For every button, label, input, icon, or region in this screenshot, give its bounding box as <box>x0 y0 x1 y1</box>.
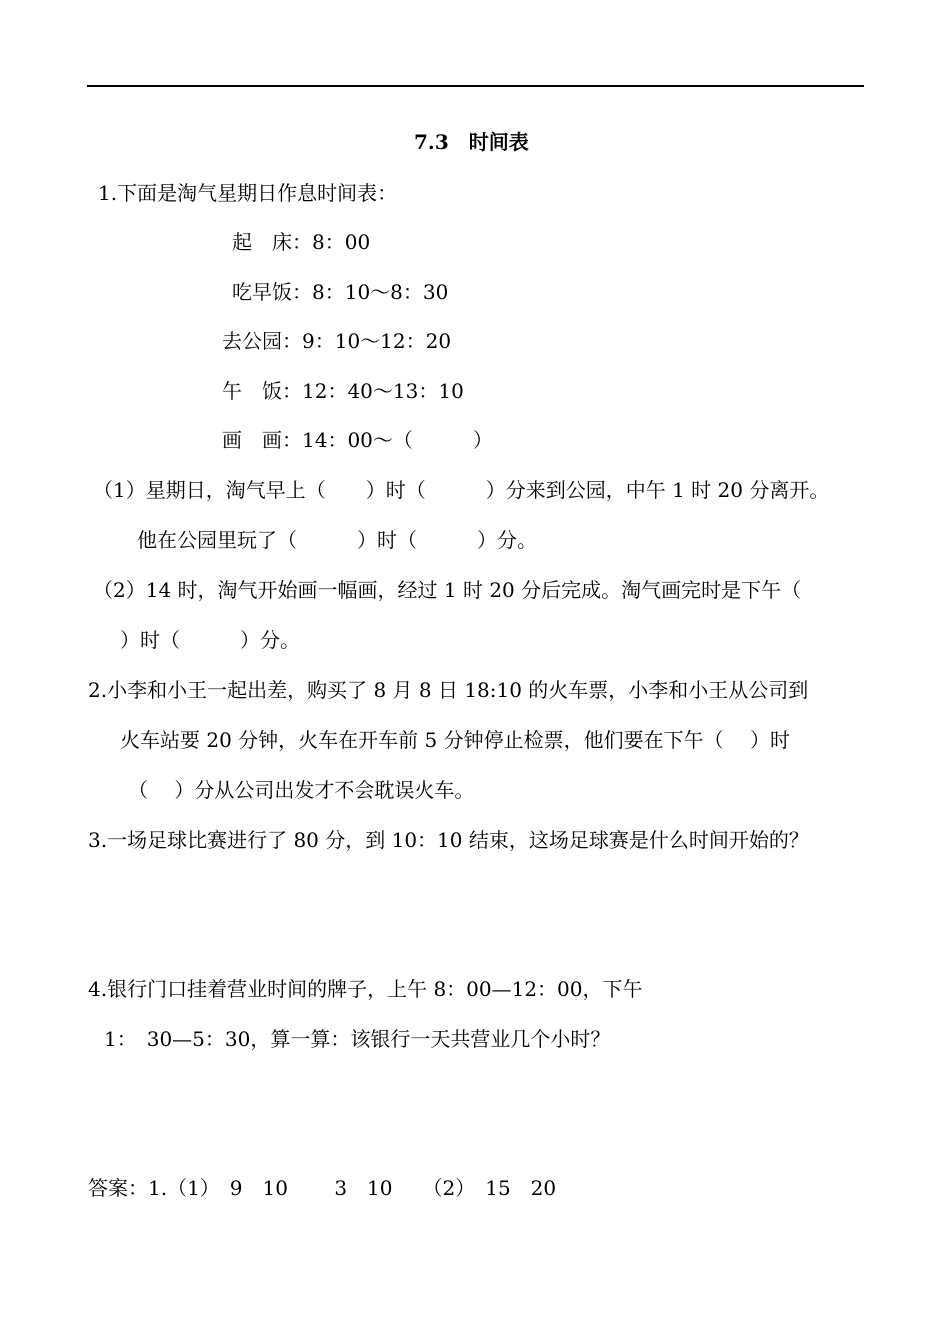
q1-sub1-line1: （1）星期日，淘气早上（ ）时（ ）分来到公园，中午 1 时 20 分离开。 <box>93 478 830 502</box>
answer-key: 答案：1.（1） 9 10 3 10 （2） 15 20 <box>88 1176 557 1200</box>
q2-line1: 2.小李和小王一起出差，购买了 8 月 8 日 18:10 的火车票，小李和小王从公司到 <box>88 678 809 702</box>
q2-line3: （ ）分从公司出发才不会耽误火车。 <box>128 778 475 802</box>
header-rule <box>87 85 864 87</box>
q4-line2: 1： 30—5：30，算一算：该银行一天共营业几个小时？ <box>104 1027 611 1051</box>
schedule-lunch: 午 饭：12：40～13：10 <box>222 379 464 403</box>
schedule-park: 去公园：9：10～12：20 <box>222 329 452 353</box>
schedule-breakfast: 吃早饭：8：10～8：30 <box>232 280 449 304</box>
q2-line2: 火车站要 20 分钟，火车在开车前 5 分钟停止检票，他们要在下午（ ）时 <box>120 728 790 752</box>
q1-sub1-line2: 他在公园里玩了（ ）时（ ）分。 <box>137 528 537 552</box>
q1-sub2-line2: ）时（ ）分。 <box>120 628 300 652</box>
schedule-draw: 画 画：14：00～（ ） <box>222 428 493 452</box>
q3-line1: 3.一场足球比赛进行了 80 分，到 10：10 结束，这场足球赛是什么时间开始的？ <box>88 828 809 852</box>
page-title: 7.3 时间表 <box>414 130 529 154</box>
schedule-wake: 起 床：8：00 <box>232 230 371 254</box>
q1-sub2-line1: （2）14 时，淘气开始画一幅画，经过 1 时 20 分后完成。淘气画完时是下午（ <box>93 578 802 602</box>
q4-line1: 4.银行门口挂着营业时间的牌子，上午 8：00—12：00，下午 <box>88 977 643 1001</box>
q1-intro: 1.下面是淘气星期日作息时间表： <box>98 181 398 205</box>
